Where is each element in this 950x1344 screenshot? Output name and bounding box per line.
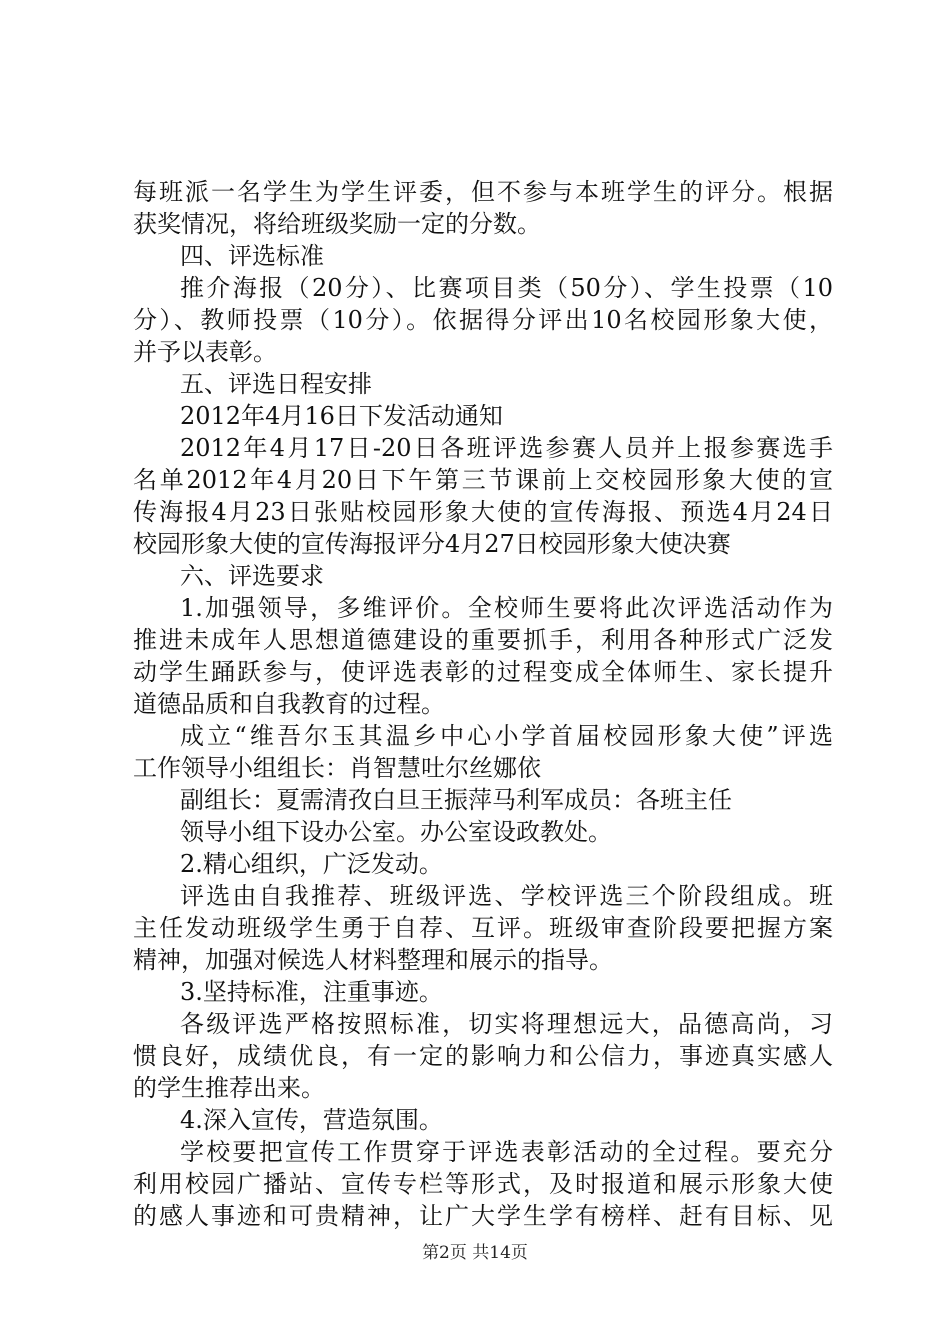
body-line: 名单2012年4月20日下午第三节课前上交校园形象大使的宣 — [133, 466, 833, 494]
body-line: 的感人事迹和可贵精神，让广大学生学有榜样、赶有目标、见 — [133, 1202, 833, 1230]
body-line: 利用校园广播站、宣传专栏等形式，及时报道和展示形象大使 — [133, 1170, 833, 1198]
page-footer: 第2页 共14页 — [422, 1243, 528, 1263]
subsection-heading: 2.精心组织，广泛发动。 — [180, 850, 443, 878]
body-line: 精神，加强对候选人材料整理和展示的指导。 — [133, 946, 613, 974]
body-line: 惯良好，成绩优良，有一定的影响力和公信力，事迹真实感人 — [133, 1042, 833, 1070]
body-line: 获奖情况，将给班级奖励一定的分数。 — [133, 210, 541, 238]
body-line: 动学生踊跃参与，使评选表彰的过程变成全体师生、家长提升 — [133, 658, 833, 686]
body-line: 推介海报（20分）、比赛项目类（50分）、学生投票（10 — [180, 274, 833, 302]
body-line: 各级评选严格按照标准，切实将理想远大，品德高尚，习 — [180, 1010, 833, 1038]
body-line: 领导小组下设办公室。办公室设政教处。 — [180, 818, 612, 846]
section-heading: 六、评选要求 — [180, 562, 324, 590]
section-heading: 五、评选日程安排 — [180, 370, 372, 398]
body-line: 评选由自我推荐、班级评选、学校评选三个阶段组成。班 — [180, 882, 833, 910]
body-line: 工作领导小组组长：肖智慧吐尔丝娜依 — [133, 754, 541, 782]
body-line: 并予以表彰。 — [133, 338, 277, 366]
body-line: 2012年4月17日-20日各班评选参赛人员并上报参赛选手 — [180, 434, 833, 462]
body-line: 2012年4月16日下发活动通知 — [180, 402, 503, 430]
body-line: 推进未成年人思想道德建设的重要抓手，利用各种形式广泛发 — [133, 626, 833, 654]
body-line: 成立“维吾尔玉其温乡中心小学首届校园形象大使”评选 — [180, 722, 833, 750]
subsection-heading: 4.深入宣传，营造氛围。 — [180, 1106, 443, 1134]
section-heading: 四、评选标准 — [180, 242, 324, 270]
body-line: 主任发动班级学生勇于自荐、互评。班级审查阶段要把握方案 — [133, 914, 833, 942]
body-line: 分）、教师投票（10分）。依据得分评出10名校园形象大使， — [133, 306, 833, 334]
body-line: 传海报4月23日张贴校园形象大使的宣传海报、预选4月24日 — [133, 498, 833, 526]
subsection-heading: 3.坚持标准，注重事迹。 — [180, 978, 443, 1006]
body-line: 每班派一名学生为学生评委，但不参与本班学生的评分。根据 — [133, 178, 833, 206]
body-line: 道德品质和自我教育的过程。 — [133, 690, 445, 718]
body-line: 学校要把宣传工作贯穿于评选表彰活动的全过程。要充分 — [180, 1138, 833, 1166]
body-line: 校园形象大使的宣传海报评分4月27日校园形象大使决赛 — [133, 530, 731, 558]
body-line: 副组长：夏需清孜白旦王振萍马利军成员：各班主任 — [180, 786, 732, 814]
body-line: 的学生推荐出来。 — [133, 1074, 325, 1102]
body-line: 1.加强领导，多维评价。全校师生要将此次评选活动作为 — [180, 594, 833, 622]
